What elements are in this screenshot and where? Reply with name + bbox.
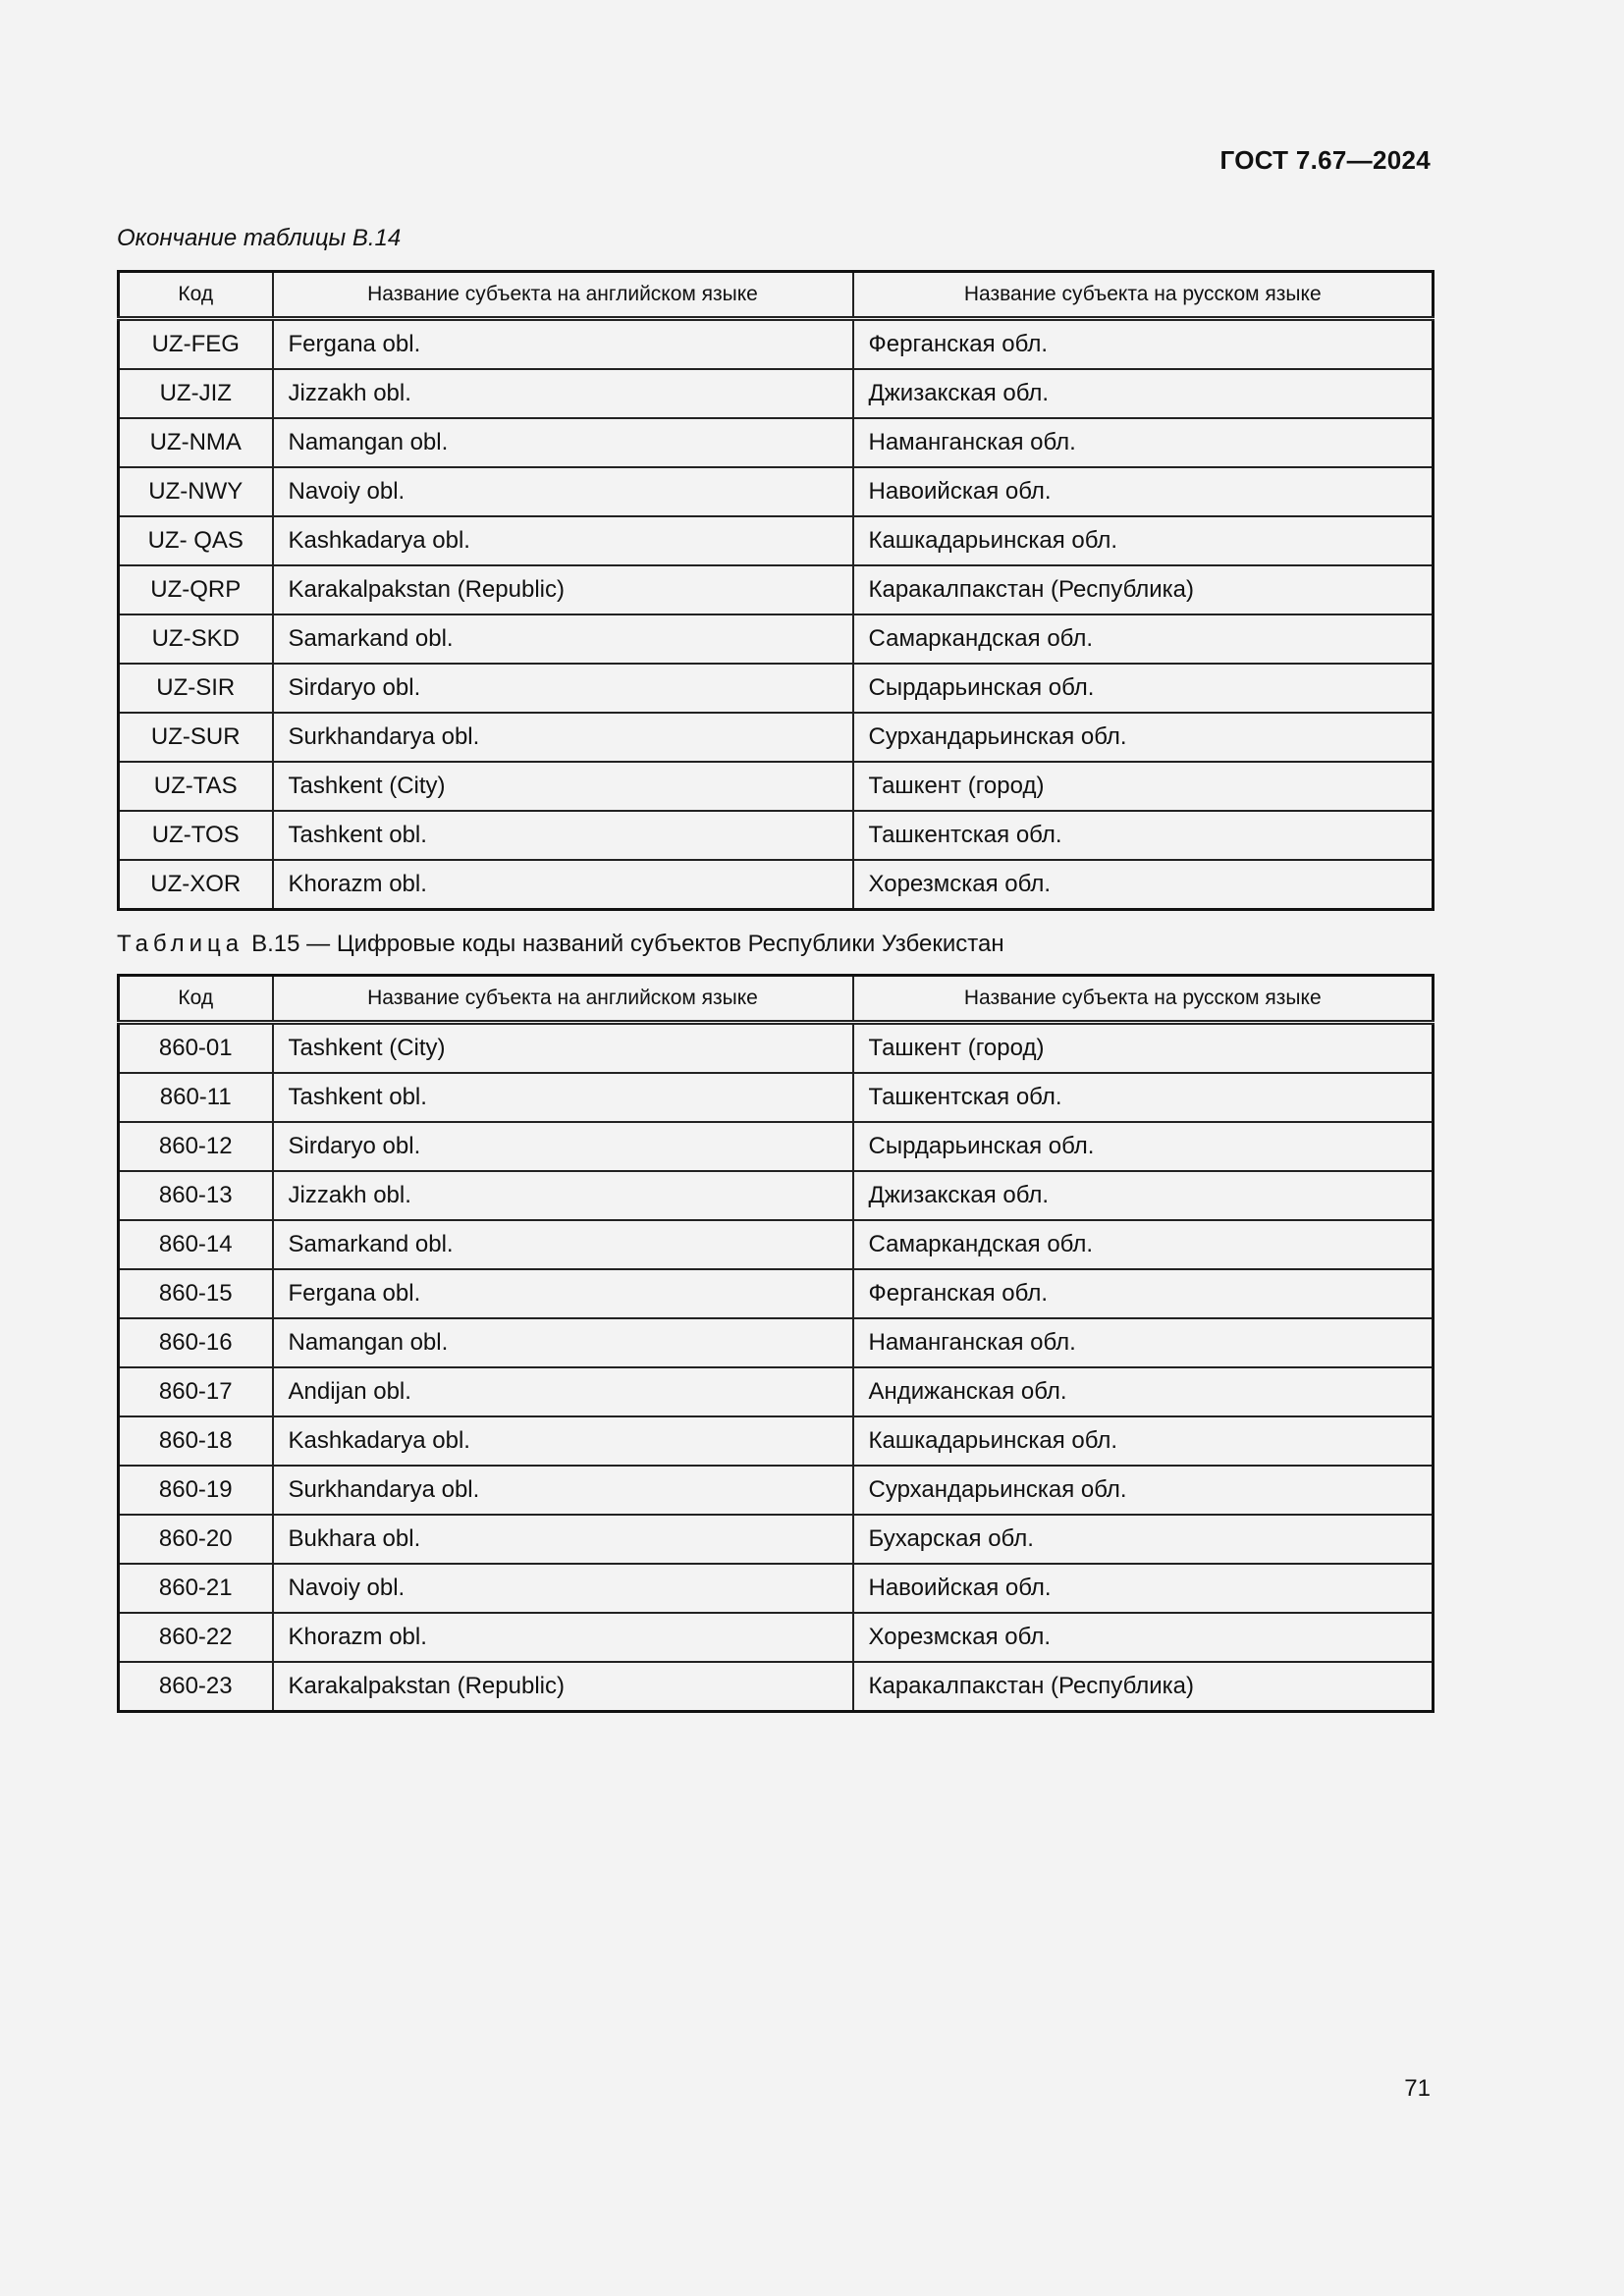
table-header-row	[119, 272, 1434, 319]
table-continuation-caption: Окончание таблицы В.14	[117, 225, 402, 251]
cell-code: 860-18	[119, 1416, 273, 1466]
table-row	[119, 1220, 1434, 1269]
cell-russian-name: Навоийская обл.	[853, 1564, 1434, 1613]
column-header-russian-name: Название субъекта на русском языке	[853, 976, 1434, 1023]
cell-english-name: Khorazm obl.	[273, 1613, 853, 1662]
cell-english-name: Fergana obl.	[273, 1269, 853, 1318]
cell-english-name: Kashkadarya obl.	[273, 516, 853, 565]
cell-russian-name: Бухарская обл.	[853, 1515, 1434, 1564]
table-label: Таблица	[117, 931, 244, 957]
table-row	[119, 614, 1434, 664]
cell-russian-name: Ташкентская обл.	[853, 1073, 1434, 1122]
cell-russian-name: Сырдарьинская обл.	[853, 664, 1434, 713]
cell-code: 860-12	[119, 1122, 273, 1171]
cell-russian-name: Сырдарьинская обл.	[853, 1122, 1434, 1171]
cell-russian-name: Каракалпакстан (Республика)	[853, 1662, 1434, 1712]
cell-code: 860-23	[119, 1662, 273, 1712]
table-row	[119, 1564, 1434, 1613]
cell-code: 860-13	[119, 1171, 273, 1220]
cell-russian-name: Андижанская обл.	[853, 1367, 1434, 1416]
cell-english-name: Tashkent (City)	[273, 1023, 853, 1074]
cell-code: 860-15	[119, 1269, 273, 1318]
cell-english-name: Navoiy obl.	[273, 1564, 853, 1613]
table-row	[119, 1171, 1434, 1220]
table-row	[119, 319, 1434, 370]
table-header-row	[119, 976, 1434, 1023]
table-row	[119, 860, 1434, 910]
cell-code: 860-16	[119, 1318, 273, 1367]
cell-english-name: Sirdaryo obl.	[273, 664, 853, 713]
table-row	[119, 1269, 1434, 1318]
cell-english-name: Namangan obl.	[273, 418, 853, 467]
table-row	[119, 1466, 1434, 1515]
page-number: 71	[1404, 2075, 1431, 2102]
cell-code: UZ- QAS	[119, 516, 273, 565]
table-row	[119, 565, 1434, 614]
cell-russian-name: Каракалпакстан (Республика)	[853, 565, 1434, 614]
cell-code: UZ-TAS	[119, 762, 273, 811]
column-header-english-name: Название субъекта на английском языке	[273, 976, 853, 1023]
cell-russian-name: Ташкентская обл.	[853, 811, 1434, 860]
cell-russian-name: Самаркандская обл.	[853, 614, 1434, 664]
cell-russian-name: Джизакская обл.	[853, 369, 1434, 418]
cell-english-name: Khorazm obl.	[273, 860, 853, 910]
column-header-code: Код	[119, 976, 273, 1023]
cell-russian-name: Самаркандская обл.	[853, 1220, 1434, 1269]
table-body	[119, 1023, 1434, 1712]
cell-code: 860-20	[119, 1515, 273, 1564]
cell-english-name: Bukhara obl.	[273, 1515, 853, 1564]
cell-code: UZ-JIZ	[119, 369, 273, 418]
cell-english-name: Kashkadarya obl.	[273, 1416, 853, 1466]
table-body	[119, 319, 1434, 910]
table-row	[119, 418, 1434, 467]
cell-russian-name: Навоийская обл.	[853, 467, 1434, 516]
cell-english-name: Navoiy obl.	[273, 467, 853, 516]
cell-russian-name: Джизакская обл.	[853, 1171, 1434, 1220]
table-row	[119, 1662, 1434, 1712]
cell-code: UZ-SIR	[119, 664, 273, 713]
table-row	[119, 713, 1434, 762]
table-row	[119, 1073, 1434, 1122]
cell-code: UZ-FEG	[119, 319, 273, 370]
cell-code: 860-17	[119, 1367, 273, 1416]
cell-code: UZ-SKD	[119, 614, 273, 664]
table-row	[119, 1318, 1434, 1367]
cell-english-name: Samarkand obl.	[273, 1220, 853, 1269]
cell-code: UZ-SUR	[119, 713, 273, 762]
cell-code: UZ-QRP	[119, 565, 273, 614]
column-header-code: Код	[119, 272, 273, 319]
cell-english-name: Tashkent obl.	[273, 1073, 853, 1122]
document-id: ГОСТ 7.67—2024	[1219, 145, 1431, 175]
cell-english-name: Tashkent obl.	[273, 811, 853, 860]
cell-russian-name: Наманганская обл.	[853, 418, 1434, 467]
cell-english-name: Jizzakh obl.	[273, 369, 853, 418]
cell-english-name: Tashkent (City)	[273, 762, 853, 811]
cell-english-name: Surkhandarya obl.	[273, 713, 853, 762]
table-title: В.15 — Цифровые коды названий субъектов Республики Узбекистан	[251, 931, 1004, 957]
cell-code: 860-19	[119, 1466, 273, 1515]
table-row	[119, 1416, 1434, 1466]
table-b15-caption	[117, 931, 1004, 958]
table-row	[119, 1367, 1434, 1416]
cell-english-name: Karakalpakstan (Republic)	[273, 1662, 853, 1712]
cell-code: UZ-NMA	[119, 418, 273, 467]
cell-code: 860-01	[119, 1023, 273, 1074]
cell-code: 860-11	[119, 1073, 273, 1122]
cell-russian-name: Сурхандарьинская обл.	[853, 713, 1434, 762]
cell-russian-name: Наманганская обл.	[853, 1318, 1434, 1367]
cell-russian-name: Ферганская обл.	[853, 1269, 1434, 1318]
cell-code: UZ-XOR	[119, 860, 273, 910]
column-header-english-name: Название субъекта на английском языке	[273, 272, 853, 319]
cell-english-name: Sirdaryo obl.	[273, 1122, 853, 1171]
cell-russian-name: Хорезмская обл.	[853, 1613, 1434, 1662]
cell-russian-name: Кашкадарьинская обл.	[853, 516, 1434, 565]
cell-russian-name: Ташкент (город)	[853, 762, 1434, 811]
cell-russian-name: Ташкент (город)	[853, 1023, 1434, 1074]
table-row	[119, 762, 1434, 811]
cell-russian-name: Ферганская обл.	[853, 319, 1434, 370]
cell-english-name: Andijan obl.	[273, 1367, 853, 1416]
cell-russian-name: Кашкадарьинская обл.	[853, 1416, 1434, 1466]
table-row	[119, 1515, 1434, 1564]
table-row	[119, 516, 1434, 565]
cell-russian-name: Хорезмская обл.	[853, 860, 1434, 910]
table-row	[119, 811, 1434, 860]
table-row	[119, 664, 1434, 713]
cell-english-name: Fergana obl.	[273, 319, 853, 370]
cell-english-name: Samarkand obl.	[273, 614, 853, 664]
table-b15	[117, 974, 1435, 1713]
cell-code: UZ-NWY	[119, 467, 273, 516]
table-b14-continuation	[117, 270, 1435, 911]
cell-english-name: Namangan obl.	[273, 1318, 853, 1367]
table-row	[119, 1122, 1434, 1171]
table-row	[119, 1613, 1434, 1662]
cell-russian-name: Сурхандарьинская обл.	[853, 1466, 1434, 1515]
cell-code: UZ-TOS	[119, 811, 273, 860]
column-header-russian-name: Название субъекта на русском языке	[853, 272, 1434, 319]
cell-english-name: Surkhandarya obl.	[273, 1466, 853, 1515]
cell-english-name: Karakalpakstan (Republic)	[273, 565, 853, 614]
cell-code: 860-22	[119, 1613, 273, 1662]
cell-code: 860-14	[119, 1220, 273, 1269]
cell-code: 860-21	[119, 1564, 273, 1613]
cell-english-name: Jizzakh obl.	[273, 1171, 853, 1220]
table-row	[119, 369, 1434, 418]
table-row	[119, 1023, 1434, 1074]
table-row	[119, 467, 1434, 516]
